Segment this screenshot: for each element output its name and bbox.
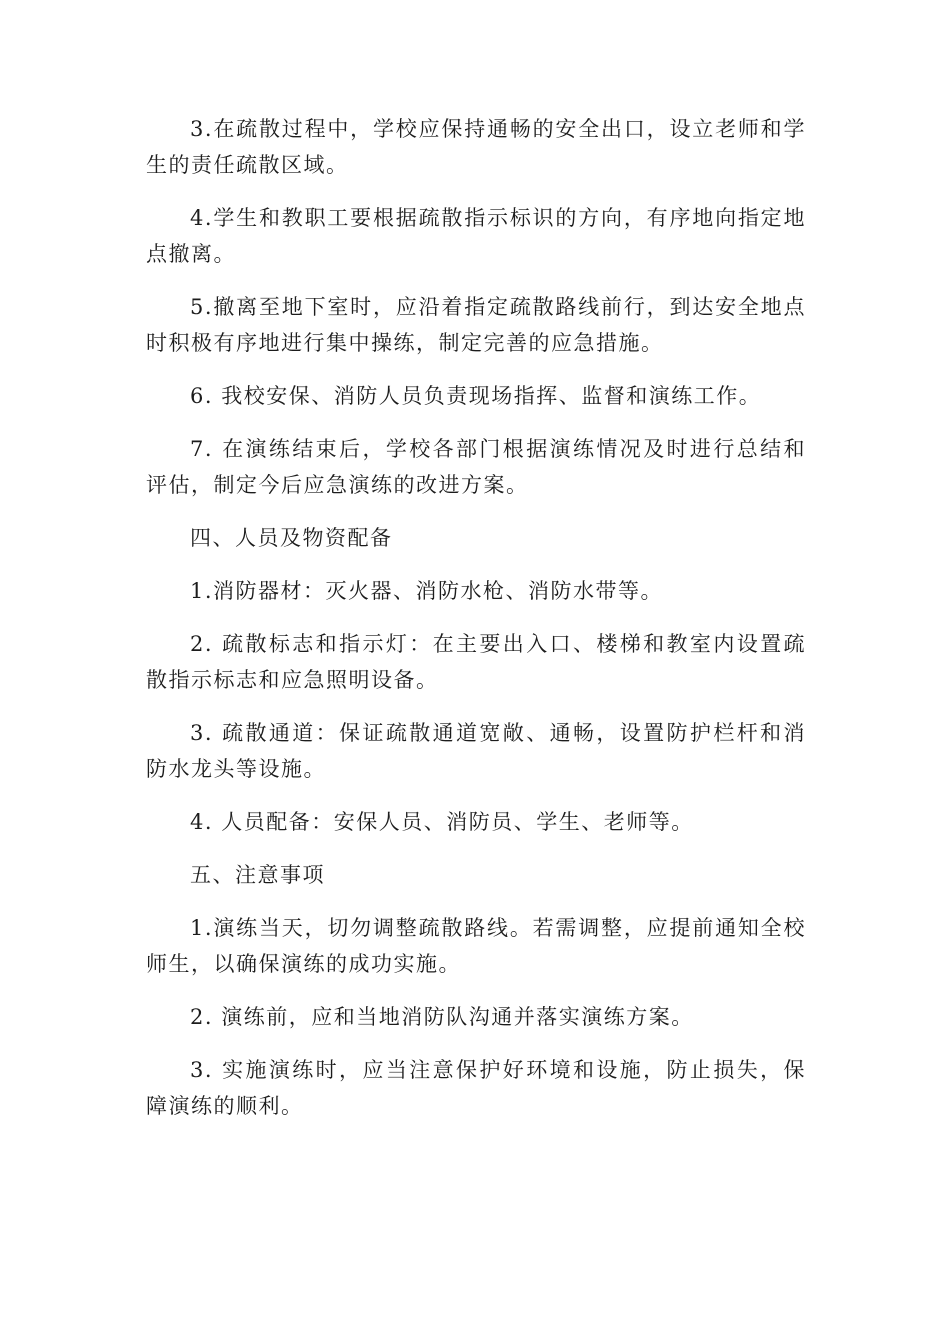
paragraph-drill-day-route: 1.演练当天，切勿调整疏散路线。若需调整，应提前通知全校师生，以确保演练的成功实施。 bbox=[146, 916, 806, 976]
paragraph-drill-summary: 7. 在演练结束后，学校各部门根据演练情况及时进行总结和评估，制定今后应急演练的改进方案。 bbox=[146, 437, 806, 497]
paragraph-protect-environment: 3. 实施演练时，应当注意保护好环境和设施，防止损失，保障演练的顺利。 bbox=[146, 1058, 806, 1118]
paragraph-basement-evacuation: 5.撤离至地下室时，应沿着指定疏散路线前行，到达安全地点时积极有序地进行集中操练，制定完善的应急措施。 bbox=[146, 295, 806, 355]
paragraph-evacuation-exits: 3.在疏散过程中，学校应保持通畅的安全出口，设立老师和学生的责任疏散区域。 bbox=[146, 117, 806, 177]
paragraph-evacuation-signs: 2. 疏散标志和指示灯：在主要出入口、楼梯和教室内设置疏散指示标志和应急照明设备。 bbox=[146, 632, 806, 692]
document-body bbox=[146, 111, 806, 1141]
section-heading-notes: 五、注意事项 bbox=[190, 863, 325, 887]
paragraph-fire-brigade: 2. 演练前，应和当地消防队沟通并落实演练方案。 bbox=[190, 1005, 694, 1029]
paragraph-security-staff: 6. 我校安保、消防人员负责现场指挥、监督和演练工作。 bbox=[190, 384, 762, 408]
paragraph-fire-equipment: 1.消防器材：灭火器、消防水枪、消防水带等。 bbox=[190, 579, 664, 603]
paragraph-personnel: 4. 人员配备：安保人员、消防员、学生、老师等。 bbox=[190, 810, 694, 834]
paragraph-evacuation-passage: 3. 疏散通道：保证疏散通道宽敞、通畅，设置防护栏杆和消防水龙头等设施。 bbox=[146, 721, 806, 781]
paragraph-evacuation-direction: 4.学生和教职工要根据疏散指示标识的方向，有序地向指定地点撤离。 bbox=[146, 206, 806, 266]
section-heading-personnel-supplies: 四、人员及物资配备 bbox=[190, 526, 393, 550]
